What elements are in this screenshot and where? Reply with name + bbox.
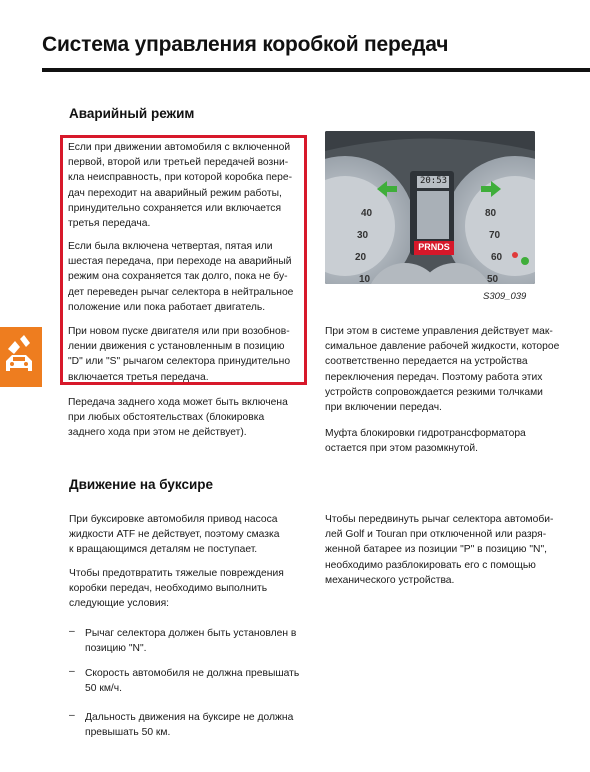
text-line: включается третья передача. [68, 371, 209, 383]
text-line: следующие условия: [69, 598, 170, 610]
text-line: Чтобы предотвратить тяжелые повреждения [69, 568, 284, 579]
dial-label: 60 [491, 252, 503, 263]
dial-label: 40 [361, 208, 373, 219]
heading-emergency-mode: Аварийный режим [69, 106, 195, 121]
text-line: переключения передач. Поэтому работа этих [325, 371, 543, 383]
paragraph-emergency-4 [68, 395, 288, 441]
dial-label: 20 [355, 252, 367, 263]
paragraph-emergency-1 [68, 140, 292, 231]
side-tab [0, 327, 42, 387]
paragraph-right-1 [325, 324, 559, 415]
text-line: при любых обстоятельствах (блокировка [68, 412, 265, 424]
gear-indicator: PRNDS [418, 242, 450, 252]
dial-label: 70 [489, 230, 501, 241]
instrument-cluster-figure [325, 131, 535, 284]
text-line: При буксировке автомобиля привод насоса [69, 514, 278, 525]
text-line: Передача заднего хода может быть включена [68, 397, 288, 408]
text-line: дач переходит на аварийный режим работы, [68, 187, 282, 199]
text-line: Если была включена четвертая, пятая или [68, 241, 273, 252]
dial-right-labels [485, 203, 502, 284]
text-line: женной батарее из позиции "P" в позицию "N", [325, 544, 547, 556]
paragraph-towing-1 [69, 512, 279, 558]
text-line: коробки передач, необходимо выполнить [69, 583, 268, 595]
text-line: дет переведен рычаг селектора в нейтральное [68, 286, 294, 298]
text-line: Муфта блокировки гидротрансформатора [325, 428, 526, 439]
text-line: режим она сохраняется так долго, пока не бу- [68, 271, 288, 283]
text-line: позицию "N". [85, 643, 147, 655]
dial-label: 50 [487, 274, 499, 284]
text-line: остается при этом разомкнутой. [325, 443, 479, 455]
car-tow-icon [0, 327, 42, 387]
text-line: лении движения с установленным в позицию [68, 341, 285, 353]
bullet-item [85, 626, 296, 656]
text-line: Дальность движения на буксире не должна [85, 712, 294, 723]
text-line: лей Golf и Touran при отключенной или разря- [325, 529, 547, 541]
text-line: При новом пуске двигателя или при возобнов- [68, 326, 290, 337]
text-line: 50 км/ч. [85, 683, 122, 695]
text-line: принудительно сохраняется или включается [68, 202, 282, 214]
title-rule [42, 68, 590, 72]
heading-towing: Движение на буксире [69, 477, 214, 492]
text-line: соответственно передается на устройства [325, 356, 528, 368]
text-line: шестая передача, при переходе на аварийный [68, 256, 292, 268]
text-line: механического устройства. [325, 574, 455, 586]
text-line: необходимо разблокировать его с помощью [325, 559, 536, 571]
paragraph-towing-2 [69, 566, 284, 612]
bullet-marker: – [69, 666, 75, 677]
text-line: третья передача. [68, 218, 151, 230]
text-line: Рычаг селектора должен быть установлен в [85, 628, 297, 639]
paragraph-emergency-2 [68, 239, 293, 315]
text-line: Чтобы передвинуть рычаг селектора автомоби- [325, 514, 554, 525]
text-line: жидкости ATF не действует, поэтому смазка [69, 529, 280, 541]
text-line: устройств сопровождается резкими толчками [325, 386, 543, 398]
figure-caption: S309_039 [483, 291, 527, 302]
page-title: Система управления коробкой передач [42, 33, 449, 56]
text-line: положение или пока работает двигатель. [68, 301, 266, 313]
text-line: к вращающимся деталям не поступает. [69, 544, 258, 556]
clock-readout: 20:53 [419, 176, 448, 186]
text-line: При этом в системе управления действует мак- [325, 326, 553, 337]
text-line: симальное давление рабочей жидкости, которое [325, 341, 560, 353]
bullet-marker: – [69, 710, 75, 721]
text-line: заднего хода при этом не действует). [68, 427, 247, 439]
text-line: при включении передач. [325, 402, 442, 414]
text-line: первой, второй или третьей передачей возни- [68, 157, 289, 169]
dial-label: 10 [359, 274, 371, 284]
paragraph-right-2 [325, 426, 526, 456]
bullet-item [85, 666, 299, 696]
text-line: "D" или "S" рычагом селектора принудительно [68, 356, 291, 368]
text-line: Если при движении автомобиля с включенной [68, 142, 291, 153]
text-line: кла неисправность, при которой коробка пере- [68, 172, 293, 184]
dial-label: 80 [485, 208, 497, 219]
bullet-item [85, 710, 293, 740]
dial-label: 30 [357, 230, 369, 241]
bullet-marker: – [69, 626, 75, 637]
dial-left-labels [355, 203, 373, 284]
paragraph-emergency-3 [68, 324, 290, 385]
text-line: Скорость автомобиля не должна превышать [85, 668, 300, 679]
text-line: превышать 50 км. [85, 727, 171, 739]
paragraph-towing-right [325, 512, 553, 588]
